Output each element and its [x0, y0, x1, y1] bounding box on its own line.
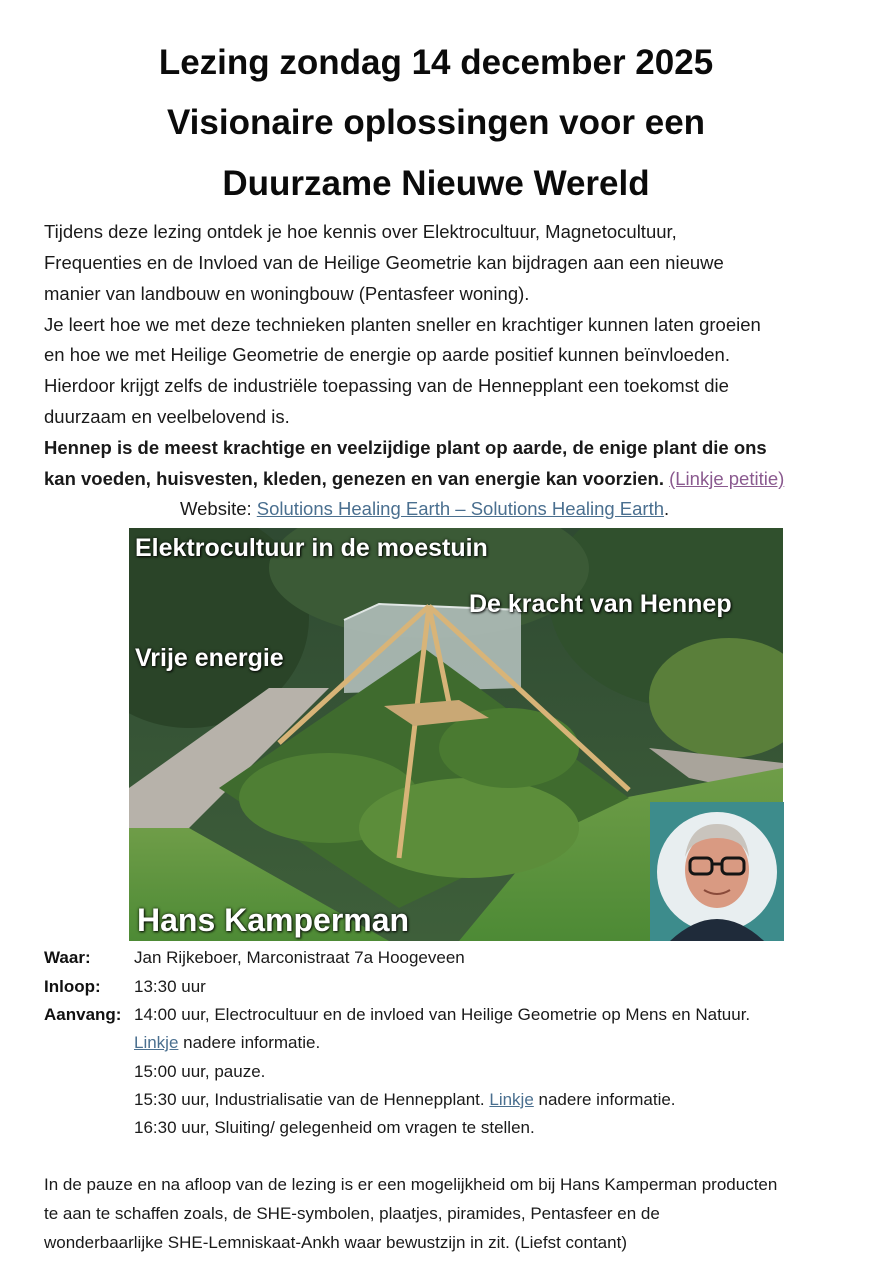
intro-line-2: Frequenties en de Invloed van de Heilige Geometrie kan bijdragen aan een nieuwe	[44, 252, 724, 273]
footer-line-3: wonderbaarlijke SHE-Lemniskaat-Ankh waar bewustzijn in zit. (Liefst contant)	[44, 1233, 627, 1252]
hemp-statement-line-2	[44, 467, 784, 491]
website-line	[180, 497, 669, 521]
title-line-2: Visionaire oplossingen voor een	[166, 103, 706, 142]
intro-line-3: manier van landbouw en woningbouw (Pentasfeer woning).	[44, 283, 530, 304]
info-link-1[interactable]: Linkje	[134, 1033, 179, 1052]
petition-link[interactable]: (Linkje petitie)	[669, 468, 785, 489]
website-link[interactable]: Solutions Healing Earth – Solutions Healing Earth	[256, 498, 665, 519]
inloop-value: 13:30 uur	[134, 977, 206, 996]
intro-line-7: duurzaam en veelbelovend is.	[44, 406, 290, 427]
footer-line-1: In de pauze en na afloop van de lezing is er een mogelijkheid om bij Hans Kamperman producten	[44, 1175, 778, 1194]
aanvang-label: Aanvang:	[44, 1005, 122, 1024]
overlay-elektrocultuur: Elektrocultuur in de moestuin	[135, 534, 488, 562]
hemp-statement-line-1: Hennep is de meest krachtige en veelzijdige plant op aarde, de enige plant die ons	[44, 437, 767, 458]
aanvang-value: 14:00 uur, Electrocultuur en de invloed van Heilige Geometrie op Mens en Natuur.	[134, 1005, 751, 1024]
program-link-line-1	[134, 1031, 320, 1055]
website-end: .	[664, 498, 670, 519]
program-item-1530-text: 15:30 uur, Industrialisatie van de Hennepplant.	[134, 1090, 490, 1109]
footer-line-2: te aan te schaffen zoals, de SHE-symbolen, plaatjes, piramides, Pentasfeer en de	[44, 1204, 660, 1223]
overlay-vrije-energie: Vrije energie	[135, 644, 284, 672]
title-line-1: Lezing zondag 14 december 2025	[158, 43, 714, 82]
info-link-2-text: nadere informatie.	[533, 1090, 676, 1109]
overlay-speaker-name: Hans Kamperman	[137, 902, 410, 938]
program-item-1530	[134, 1088, 676, 1112]
program-item-1630: 16:30 uur, Sluiting/ gelegenheid om vragen te stellen.	[134, 1118, 535, 1137]
intro-line-6: Hierdoor krijgt zelfs de industriële toepassing van de Hennepplant een toekomst die	[44, 375, 729, 396]
overlay-hennep: De kracht van Hennep	[469, 590, 732, 618]
waar-label: Waar:	[44, 948, 91, 967]
info-link-1-text: nadere informatie.	[178, 1033, 321, 1052]
speaker-portrait	[650, 802, 784, 941]
program-item-1500: 15:00 uur, pauze.	[134, 1062, 266, 1081]
intro-line-1: Tijdens deze lezing ontdek je hoe kennis over Elektrocultuur, Magnetocultuur,	[44, 221, 677, 242]
intro-line-4: Je leert hoe we met deze technieken planten sneller en krachtiger kunnen laten groeien	[44, 314, 761, 335]
website-label: Website:	[180, 498, 252, 519]
intro-line-5: en hoe we met Heilige Geometrie de energie op aarde positief kunnen beïnvloeden.	[44, 344, 730, 365]
title-line-3: Duurzame Nieuwe Wereld	[222, 164, 650, 203]
speaker-avatar	[650, 802, 784, 941]
inloop-label: Inloop:	[44, 977, 101, 996]
hemp-statement-text: kan voeden, huisvesten, kleden, genezen en van energie kan voorzien.	[44, 468, 664, 489]
info-link-2[interactable]: Linkje	[489, 1090, 534, 1109]
waar-value: Jan Rijkeboer, Marconistraat 7a Hoogeveen	[134, 948, 465, 967]
